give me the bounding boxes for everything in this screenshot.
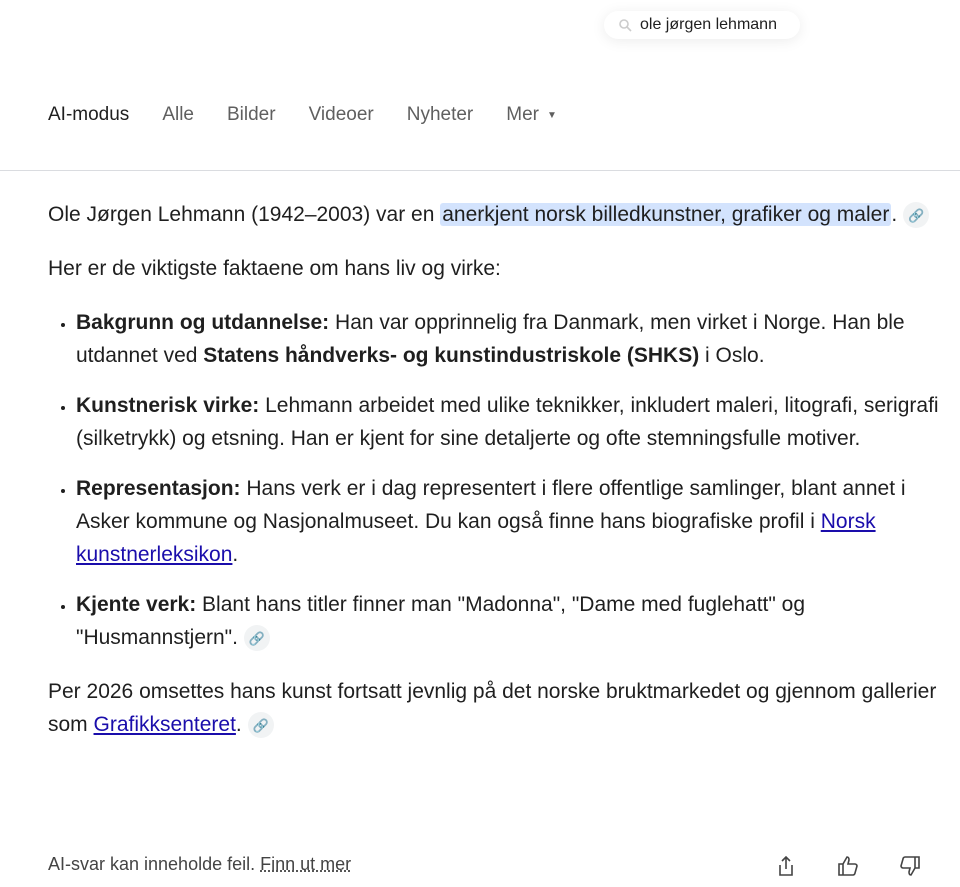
link-icon[interactable]: 🔗: [248, 712, 274, 738]
tab-more-label: Mer: [506, 104, 539, 125]
tab-images[interactable]: Bilder: [227, 104, 276, 125]
intro-end: .: [891, 203, 898, 226]
item-title: Bakgrunn og utdannelse:: [76, 311, 330, 334]
link-icon[interactable]: 🔗: [903, 202, 929, 228]
item-text: .: [232, 543, 239, 566]
feedback-actions: [774, 854, 924, 880]
tab-ai-mode[interactable]: AI-modus: [48, 104, 130, 125]
list-item: [76, 389, 940, 455]
intro-paragraph: [48, 198, 940, 231]
fact-list: [48, 306, 940, 654]
list-item: [76, 306, 940, 372]
disclaimer-text: AI-svar kan inneholde feil.: [48, 854, 256, 874]
search-tabs: [48, 104, 590, 126]
learn-more-link[interactable]: Finn ut mer: [260, 854, 352, 874]
item-text: Blant hans titler finner man "Madonna", "Dame med fuglehatt" og "Husmannstjern".: [76, 593, 806, 649]
closing-end: .: [235, 713, 242, 736]
lead-paragraph: Her er de viktigste faktaene om hans liv og virke:: [48, 257, 501, 280]
list-item: [76, 588, 940, 654]
highlighted-text: anerkjent norsk billedkunstner, grafiker og maler: [442, 203, 890, 226]
ai-disclaimer: [48, 854, 351, 875]
norsk-kunstnerleksikon-link[interactable]: Norsk kunstnerleksikon: [76, 510, 876, 566]
search-bar[interactable]: [604, 11, 800, 39]
grafikksenteret-link[interactable]: Grafikksenteret: [93, 713, 236, 736]
item-text: Hans verk er i dag representert i flere offentlige samlinger, blant annet i Asker kommune og Nasjonalmuseet. Du kan også finne hans biografiske profil i: [76, 477, 906, 533]
intro-text: Ole Jørgen Lehmann (1942–2003) var en: [48, 203, 441, 226]
search-query[interactable]: ole jørgen lehmann: [640, 16, 777, 33]
item-title: Kunstnerisk virke:: [76, 394, 260, 417]
item-bold: Statens håndverks- og kunstindustriskole (SHKS): [203, 344, 700, 367]
item-title: Representasjon:: [76, 477, 241, 500]
caret-down-icon: ▼: [547, 109, 557, 121]
item-text: Lehmann arbeidet med ulike teknikker, inkludert maleri, litografi, serigrafi (silketrykk) og etsning. Han er kjent for sine detaljerte og ofte stemningsfulle motiver.: [76, 394, 939, 450]
closing-text: Per 2026 omsettes hans kunst fortsatt jevnlig på det norske bruktmarkedet og gjennom gallerier som: [48, 680, 937, 736]
list-item: [76, 472, 940, 571]
link-icon[interactable]: 🔗: [244, 625, 270, 651]
header-divider: [0, 170, 960, 171]
item-text: i Oslo.: [699, 344, 765, 367]
tab-all[interactable]: Alle: [162, 104, 194, 125]
tab-more[interactable]: [506, 104, 557, 126]
search-icon: [618, 18, 632, 32]
item-text: Han var opprinnelig fra Danmark, men virket i Norge. Han ble utdannet ved: [76, 311, 905, 367]
tab-videos[interactable]: Videoer: [308, 104, 374, 125]
item-title: Kjente verk:: [76, 593, 197, 616]
share-icon[interactable]: [774, 854, 800, 880]
ai-answer: [48, 198, 940, 762]
closing-paragraph: [48, 675, 940, 741]
thumbs-up-icon[interactable]: [836, 854, 862, 880]
thumbs-down-icon[interactable]: [898, 854, 924, 880]
tab-news[interactable]: Nyheter: [406, 104, 474, 125]
